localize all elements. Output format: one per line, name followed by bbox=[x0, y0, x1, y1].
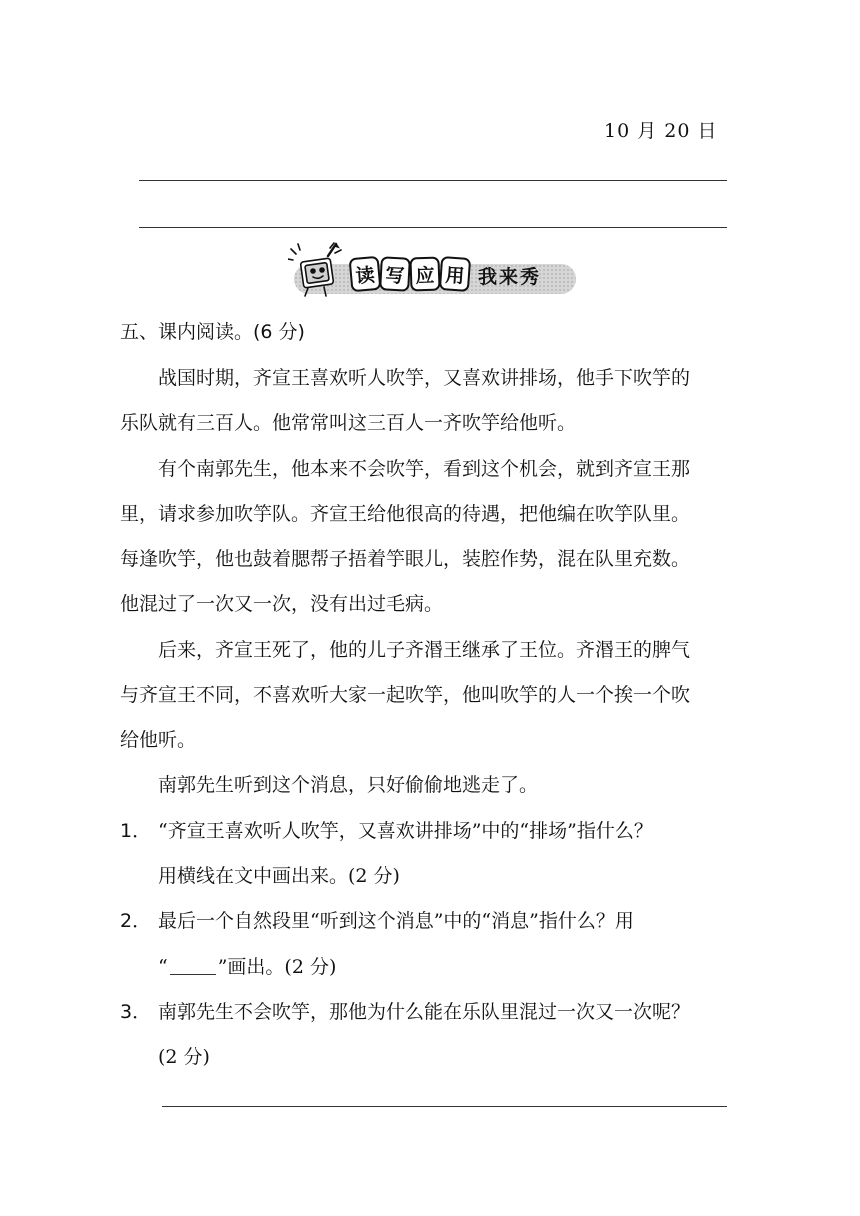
question-number: 3． bbox=[120, 1001, 152, 1023]
question-text: 用横线在文中画出来。(2 分) bbox=[158, 865, 400, 887]
question-number: 1． bbox=[120, 820, 152, 842]
passage-line: 他混过了一次又一次，没有出过毛病。 bbox=[120, 593, 444, 615]
answer-line-1 bbox=[139, 180, 727, 181]
open-quote: “ bbox=[158, 956, 168, 978]
question-text-tail: ”画出。(2 分) bbox=[217, 956, 337, 978]
passage-line: 与齐宣王不同，不喜欢听大家一起吹竽，他叫吹竽的人一个挨一个吹 bbox=[120, 684, 691, 706]
question-text: 南郭先生不会吹竽，那他为什么能在乐队里混过一次又一次呢？ bbox=[158, 1001, 691, 1023]
underline-sample bbox=[170, 956, 216, 975]
banner-subtitle: 我来秀 bbox=[478, 266, 542, 288]
passage-line: 有个南郭先生，他本来不会吹竽，看到这个机会，就到齐宣王那 bbox=[158, 458, 691, 480]
passage-line: 每逢吹竽，他也鼓着腮帮子捂着竽眼儿，装腔作势，混在队里充数。 bbox=[120, 548, 691, 570]
question-number: 2． bbox=[120, 910, 152, 932]
banner-char-du: 读 bbox=[349, 256, 382, 292]
passage-line: 乐队就有三百人。他常常叫这三百人一齐吹竽给他听。 bbox=[120, 412, 577, 434]
book-mascot-icon bbox=[288, 242, 344, 300]
answer-line-q3[interactable] bbox=[162, 1106, 727, 1107]
passage-line: 南郭先生听到这个消息，只好偷偷地逃走了。 bbox=[158, 774, 539, 796]
passage-line: 后来，齐宣王死了，他的儿子齐湣王继承了王位。齐湣王的脾气 bbox=[158, 639, 691, 661]
question-text: (2 分) bbox=[158, 1046, 210, 1068]
passage-line: 给他听。 bbox=[120, 729, 197, 751]
banner-char-xie: 写 bbox=[379, 256, 411, 292]
answer-line-2 bbox=[139, 227, 727, 228]
section-banner bbox=[288, 242, 578, 300]
banner-char-yong: 用 bbox=[439, 256, 471, 292]
question-text: 最后一个自然段里“听到这个消息”中的“消息”指什么？用 bbox=[158, 910, 634, 932]
banner-char-ying: 应 bbox=[409, 256, 440, 291]
date-label: 10 月 20 日 bbox=[604, 120, 718, 142]
passage-line: 战国时期，齐宣王喜欢听人吹竽，又喜欢讲排场，他手下吹竽的 bbox=[158, 367, 691, 389]
section-heading: 五、课内阅读。(6 分) bbox=[120, 321, 305, 343]
question-text-line2 bbox=[158, 955, 336, 979]
question-text: “齐宣王喜欢听人吹竽，又喜欢讲排场”中的“排场”指什么？ bbox=[158, 820, 653, 842]
passage-line: 里，请求参加吹竽队。齐宣王给他很高的待遇，把他编在吹竽队里。 bbox=[120, 503, 691, 525]
